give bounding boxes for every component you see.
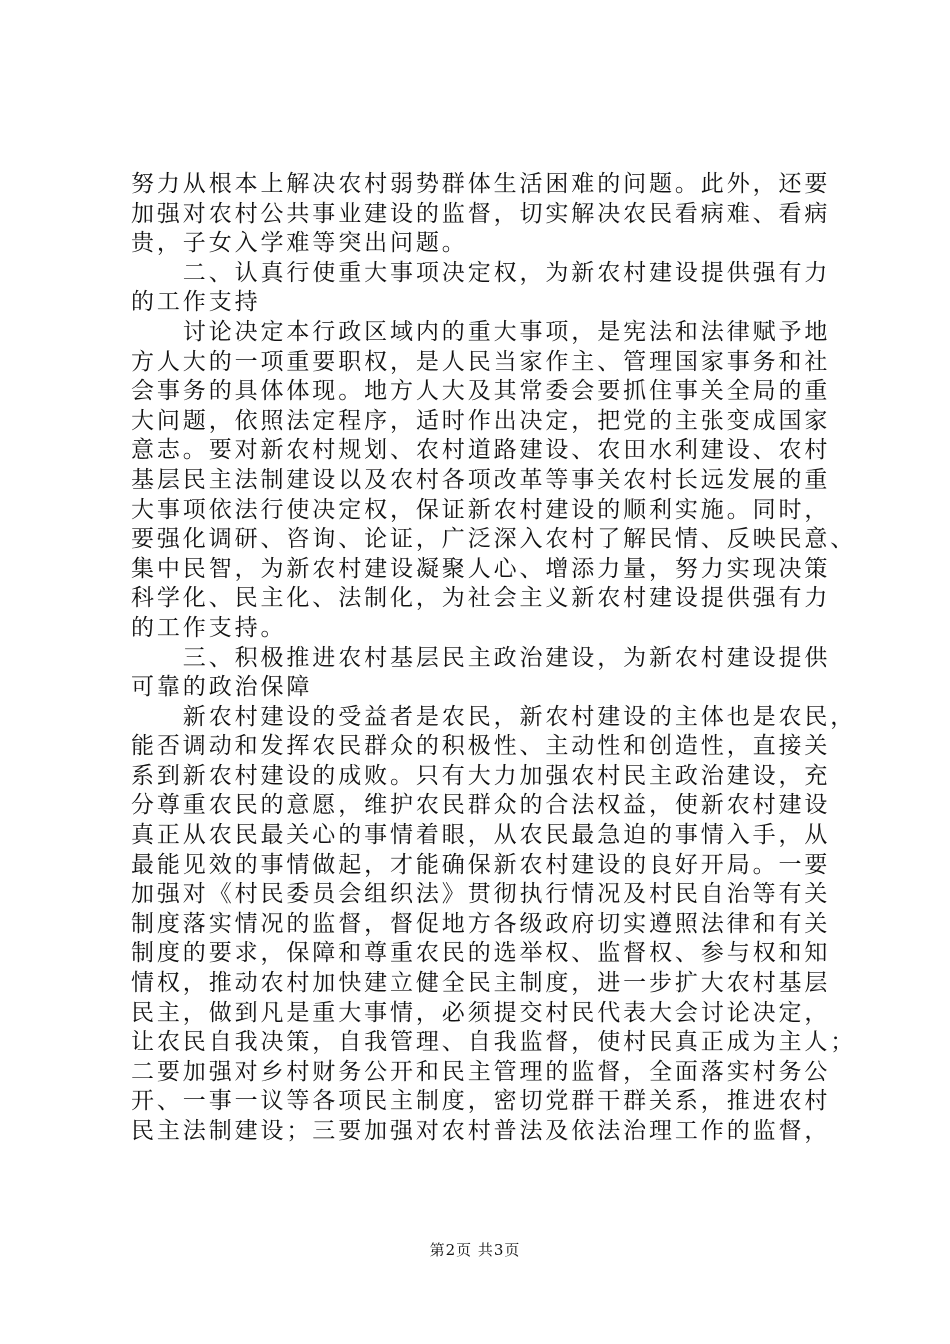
text-line: 制度落实情况的监督，督促地方各级政府切实遵照法律和有关 — [131, 910, 831, 937]
text-line: 方人大的一项重要职权，是人民当家作主、管理国家事务和社 — [131, 348, 831, 375]
text-line: 的工作支持。 — [131, 614, 287, 641]
section-heading-line: 可靠的政治保障 — [131, 674, 313, 701]
text-line: 会事务的具体体现。地方人大及其常委会要抓住事关全局的重 — [131, 378, 831, 405]
text-line: 民主法制建设；三要加强对农村普法及依法治理工作的监督， — [131, 1118, 831, 1144]
text-line: 要强化调研、咨询、论证，广泛深入农村了解民情、反映民意、 — [131, 526, 857, 553]
text-line: 系到新农村建设的成败。只有大力加强农村民主政治建设，充 — [131, 762, 831, 789]
body-text — [131, 170, 857, 1147]
text-line: 大问题，依照法定程序，适时作出决定，把党的主张变成国家 — [131, 407, 831, 434]
text-line: 集中民智，为新农村建设凝聚人心、增添力量，努力实现决策 — [131, 555, 831, 582]
page-number-label: 第2页 共3页 — [429, 1241, 521, 1259]
text-line: 能否调动和发挥农民群众的积极性、主动性和创造性，直接关 — [131, 733, 831, 760]
section-heading-line: 三、积极推进农村基层民主政治建设，为新农村建设提供 — [131, 644, 831, 671]
text-line: 加强对农村公共事业建设的监督，切实解决农民看病难、看病 — [131, 200, 831, 227]
text-line: 开、一事一议等各项民主制度，密切党群干群关系，推进农村 — [131, 1088, 831, 1115]
section-heading-line: 的工作支持 — [131, 289, 261, 316]
text-line: 新农村建设的受益者是农民，新农村建设的主体也是农民， — [131, 703, 857, 730]
section-heading-line: 二、认真行使重大事项决定权，为新农村建设提供强有力 — [131, 259, 831, 286]
page-footer — [0, 1240, 950, 1260]
text-line: 真正从农民最关心的事情着眼，从农民最急迫的事情入手，从 — [131, 822, 831, 849]
text-line: 贵，子女入学难等突出问题。 — [131, 230, 468, 257]
text-line: 加强对《村民委员会组织法》贯彻执行情况及村民自治等有关 — [131, 881, 831, 908]
text-line: 最能见效的事情做起，才能确保新农村建设的良好开局。一要 — [131, 851, 831, 878]
text-line: 情权，推动农村加快建立健全民主制度，进一步扩大农村基层 — [131, 970, 831, 997]
text-line: 分尊重农民的意愿，维护农民群众的合法权益，使新农村建设 — [131, 792, 831, 819]
text-line: 科学化、民主化、法制化，为社会主义新农村建设提供强有力 — [131, 585, 831, 612]
text-line: 意志。要对新农村规划、农村道路建设、农田水利建设、农村 — [131, 437, 831, 464]
text-line: 基层民主法制建设以及农村各项改革等事关农村长远发展的重 — [131, 466, 831, 493]
text-line: 民主，做到凡是重大事情，必须提交村民代表大会讨论决定， — [131, 999, 831, 1026]
text-line: 讨论决定本行政区域内的重大事项，是宪法和法律赋予地 — [131, 318, 831, 345]
text-line: 让农民自我决策，自我管理、自我监督，使村民真正成为主人； — [131, 1029, 857, 1056]
text-line: 制度的要求，保障和尊重农民的选举权、监督权、参与权和知 — [131, 940, 831, 967]
text-line: 努力从根本上解决农村弱势群体生活困难的问题。此外，还要 — [131, 171, 831, 197]
text-line: 大事项依法行使决定权，保证新农村建设的顺利实施。同时， — [131, 496, 831, 523]
text-line: 二要加强对乡村财务公开和民主管理的监督，全面落实村务公 — [131, 1058, 831, 1085]
